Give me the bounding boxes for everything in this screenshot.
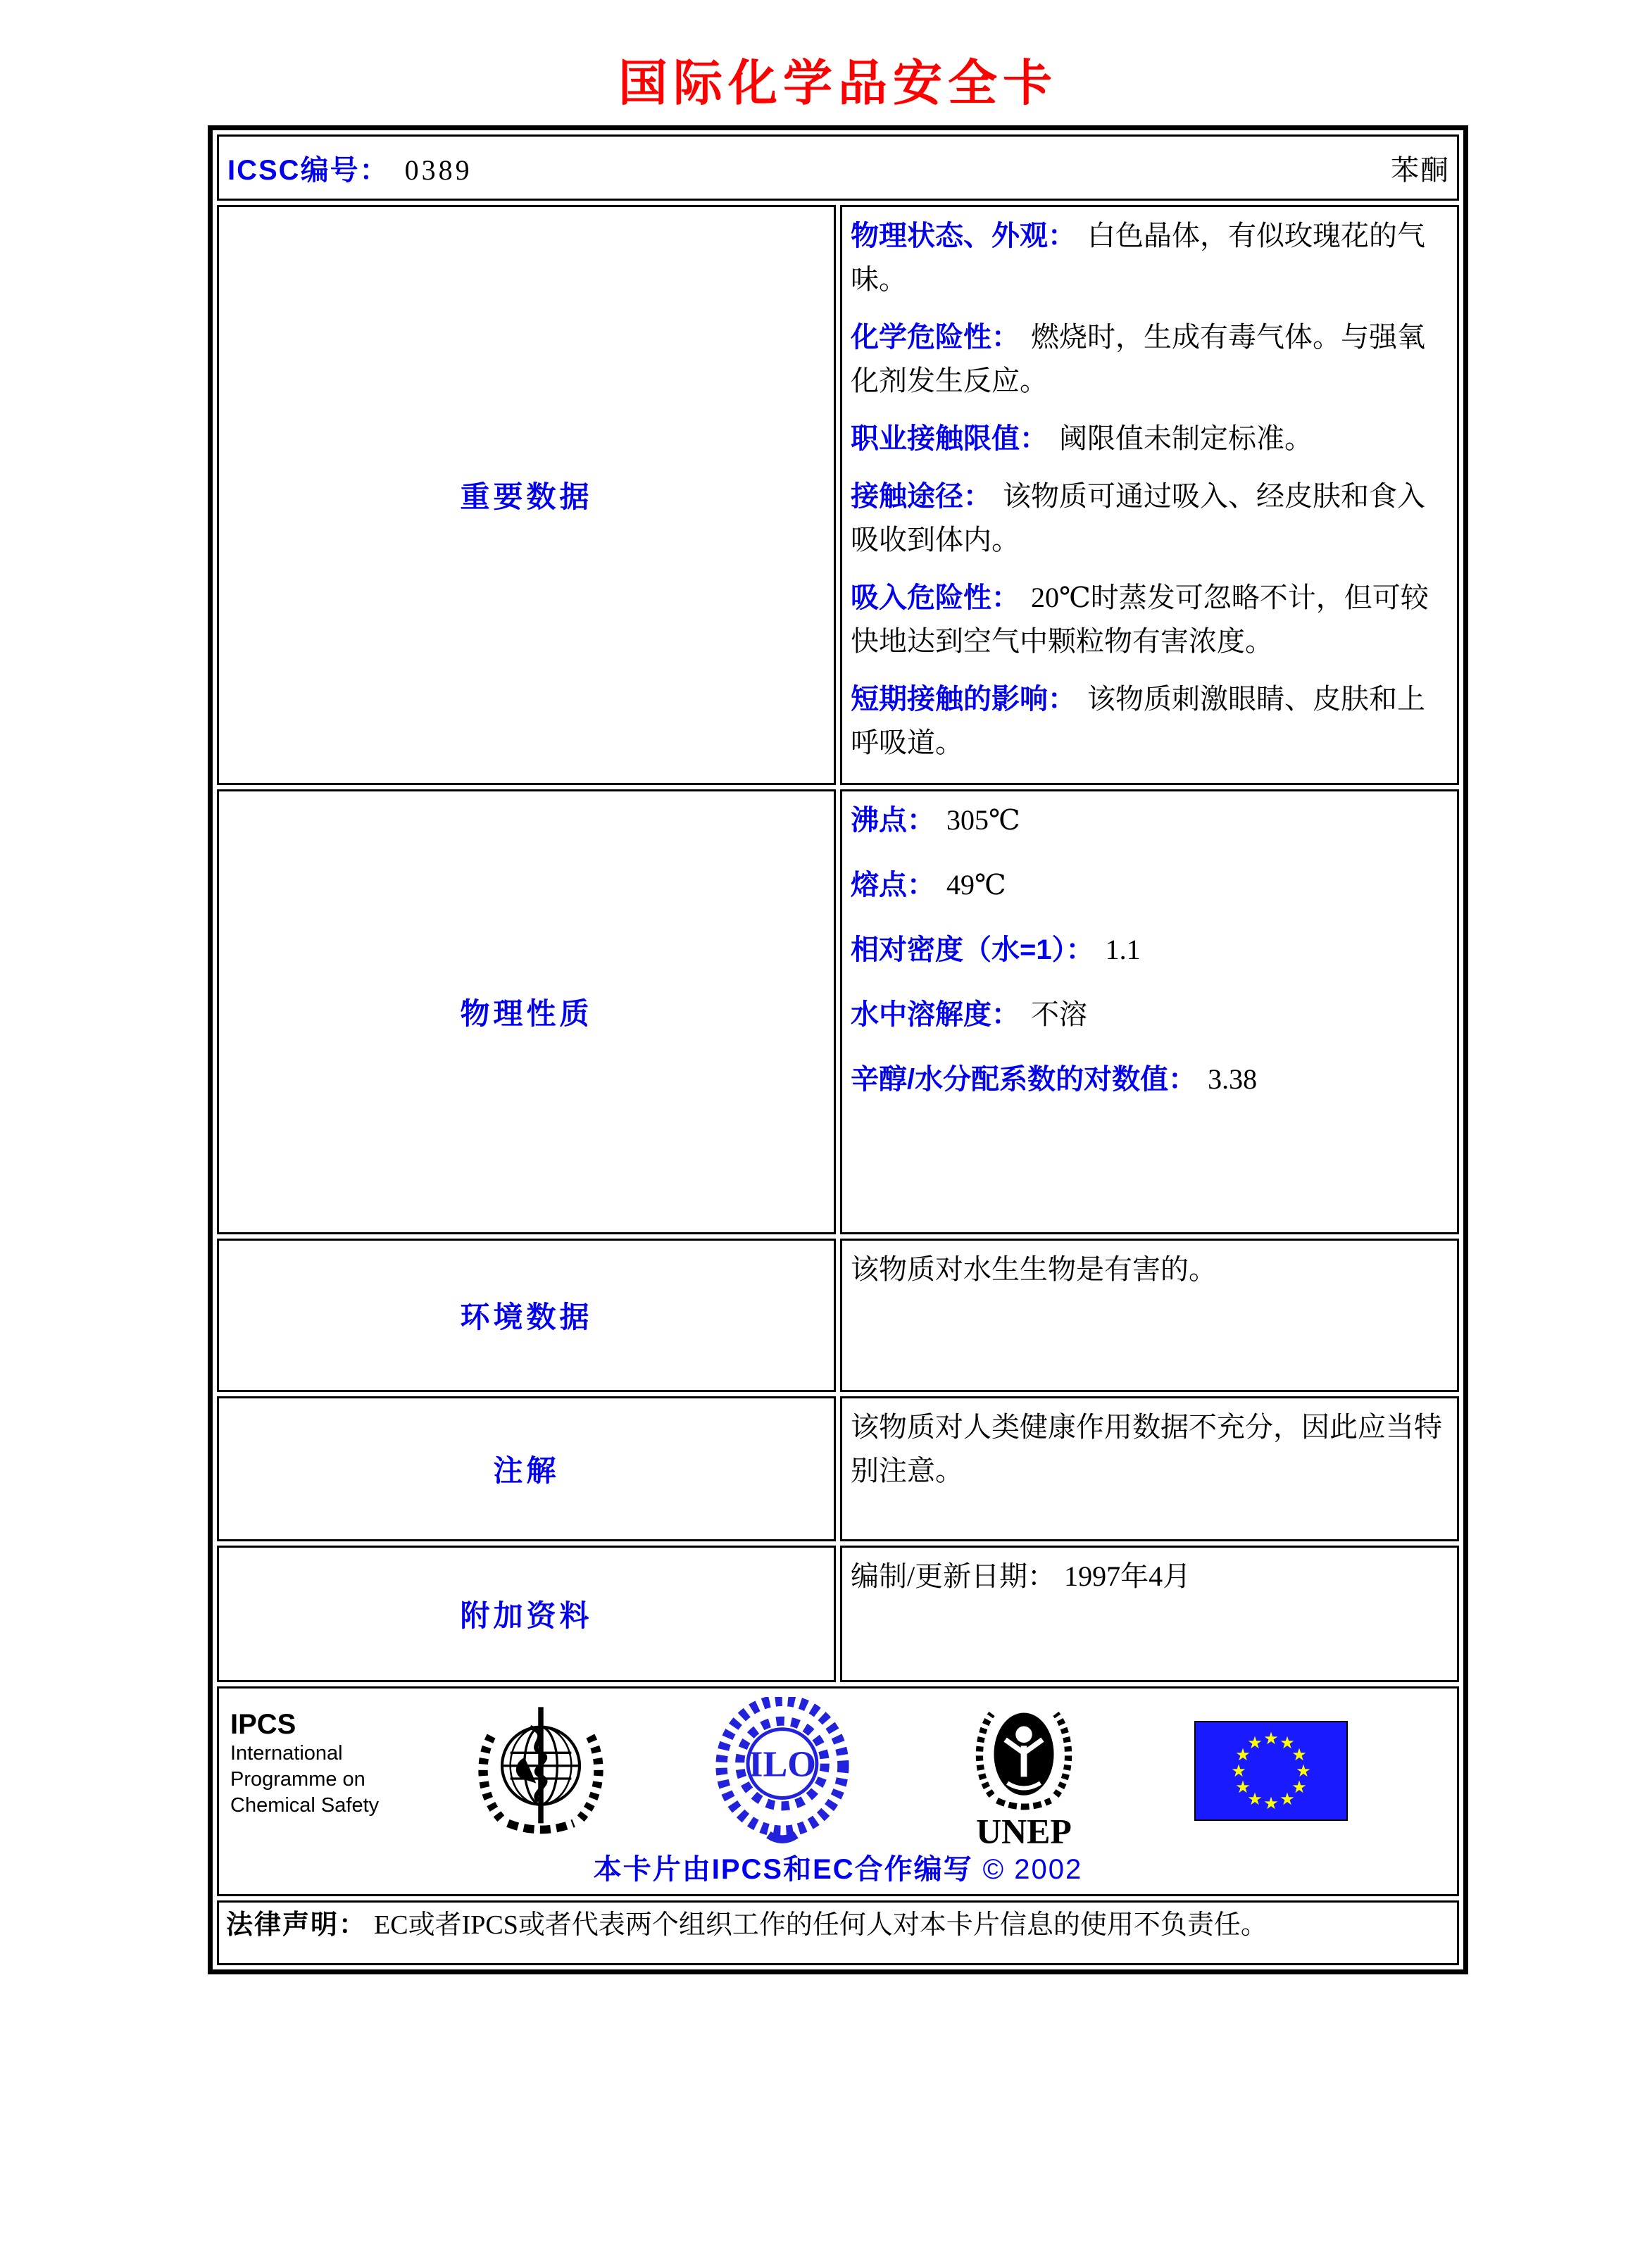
legal-label: 法律声明：	[226, 1910, 368, 1940]
ipcs-line: Chemical Safety	[230, 1794, 380, 1817]
environmental-data-row	[217, 1239, 1459, 1392]
entry-label: 职业接触限值：	[851, 423, 1048, 454]
svg-text:★: ★	[1263, 1729, 1279, 1748]
credit-copyright: © 2002	[982, 1854, 1083, 1885]
entry-label: 化学危险性：	[851, 322, 1020, 353]
logos-cell	[217, 1686, 1459, 1896]
ilo-letters: ILO	[749, 1744, 816, 1785]
legal-cell	[217, 1900, 1459, 1965]
svg-text:★: ★	[1235, 1777, 1251, 1797]
icsc-number-group	[227, 148, 473, 188]
svg-text:★: ★	[1279, 1733, 1296, 1753]
entry	[851, 863, 1446, 907]
svg-text:★: ★	[1291, 1745, 1308, 1765]
entry-text: 该物质对人类健康作用数据不充分，因此应当特别注意。	[851, 1411, 1442, 1486]
entry	[851, 1248, 1446, 1291]
entry-label: 沸点：	[851, 805, 935, 836]
entry	[851, 417, 1446, 461]
entry-text: 不溶	[1031, 998, 1087, 1030]
entry	[851, 928, 1446, 972]
icsc-number-label: ICSC编号：	[227, 154, 389, 186]
entry	[851, 1058, 1446, 1101]
svg-text:★: ★	[1247, 1733, 1263, 1753]
svg-text:★: ★	[1296, 1761, 1312, 1781]
physical-properties-row	[217, 789, 1459, 1234]
ilo-logo-icon	[713, 1697, 851, 1846]
eu-flag-icon	[1194, 1721, 1348, 1821]
legal-text: EC或者IPCS或者代表两个组织工作的任何人对本卡片信息的使用不负责任。	[374, 1910, 1268, 1940]
entry-text: 49℃	[946, 869, 1006, 901]
important-data-entries	[851, 214, 1446, 765]
section-label-important-data: 重要数据	[217, 205, 836, 785]
physical-properties-entries	[851, 798, 1446, 1101]
svg-text:★: ★	[1235, 1745, 1251, 1765]
header-cell	[217, 134, 1459, 201]
section-content-additional-information	[840, 1546, 1459, 1682]
entry	[851, 475, 1446, 562]
icsc-number-value: 0389	[404, 154, 473, 186]
entry-label: 编制/更新日期：	[851, 1560, 1056, 1592]
entry-text: 20℃时蒸发可忽略不计，但可较快地达到空气中颗粒物有害浓度。	[851, 582, 1429, 657]
section-content-physical-properties	[840, 789, 1459, 1234]
page-title: 国际化学品安全卡	[618, 56, 1058, 111]
environmental-data-entries	[851, 1248, 1446, 1291]
icsc-card-table	[208, 125, 1468, 1974]
entry-label: 辛醇/水分配系数的对数值：	[851, 1064, 1197, 1095]
section-label-additional-information: 附加资料	[217, 1546, 836, 1682]
svg-text:★: ★	[1291, 1777, 1308, 1797]
entry	[851, 1405, 1446, 1493]
entry-text: 燃烧时，生成有毒气体。与强氧化剂发生反应。	[851, 321, 1425, 396]
ipcs-line: Programme on	[230, 1768, 365, 1791]
entry-text: 阈限值未制定标准。	[1059, 422, 1313, 454]
header-row	[217, 134, 1459, 201]
entry-text: 该物质刺激眼睛、皮肤和上呼吸道。	[851, 683, 1425, 758]
entry-text: 该物质对水生生物是有害的。	[851, 1253, 1217, 1285]
chemical-name: 苯酮	[1391, 154, 1450, 186]
notes-entries	[851, 1405, 1446, 1493]
ipcs-line: International	[230, 1742, 343, 1765]
credit-line	[219, 1847, 1457, 1887]
entry-text: 1.1	[1105, 934, 1141, 965]
entry	[851, 315, 1446, 403]
svg-text:★: ★	[1231, 1761, 1247, 1781]
svg-text:★: ★	[1279, 1789, 1296, 1809]
entry-label: 物理状态、外观：	[851, 220, 1076, 251]
entry-text: 305℃	[946, 804, 1020, 836]
unep-caption: UNEP	[975, 1812, 1072, 1851]
logos-row	[217, 1686, 1459, 1896]
important-data-row	[217, 205, 1459, 785]
section-content-important-data	[840, 205, 1459, 785]
credit-text: 本卡片由IPCS和EC合作编写	[593, 1854, 973, 1885]
additional-information-entries	[851, 1555, 1446, 1598]
additional-information-row	[217, 1546, 1459, 1682]
ipcs-text-block	[230, 1708, 379, 1819]
legal-row	[217, 1900, 1459, 1965]
entry	[851, 798, 1446, 842]
svg-text:★: ★	[1247, 1789, 1263, 1809]
entry	[851, 576, 1446, 663]
entry-label: 接触途径：	[851, 481, 991, 512]
section-content-environmental-data	[840, 1239, 1459, 1392]
unep-logo-icon	[962, 1693, 1086, 1855]
entry-label: 短期接触的影响：	[851, 684, 1076, 715]
entry	[851, 993, 1446, 1036]
entry-label: 吸入危险性：	[851, 582, 1020, 613]
section-content-notes	[840, 1396, 1459, 1541]
entry-text: 该物质可通过吸入、经皮肤和食入吸收到体内。	[851, 480, 1425, 556]
notes-row	[217, 1396, 1459, 1541]
entry-label: 熔点：	[851, 870, 935, 901]
svg-text:★: ★	[1263, 1793, 1279, 1813]
section-label-notes: 注解	[217, 1396, 836, 1541]
ipcs-acronym: IPCS	[230, 1709, 296, 1740]
entry-text: 3.38	[1208, 1063, 1258, 1095]
who-logo-icon	[470, 1697, 611, 1846]
section-label-physical-properties: 物理性质	[217, 789, 836, 1234]
entry	[851, 677, 1446, 765]
entry-label: 水中溶解度：	[851, 999, 1020, 1030]
section-label-environmental-data: 环境数据	[217, 1239, 836, 1392]
entry-text: 1997年4月	[1064, 1560, 1191, 1592]
entry-text: 白色晶体，有似玫瑰花的气味。	[851, 220, 1425, 295]
entry	[851, 1555, 1446, 1598]
entry-label: 相对密度（水=1）：	[851, 934, 1094, 965]
entry	[851, 214, 1446, 301]
